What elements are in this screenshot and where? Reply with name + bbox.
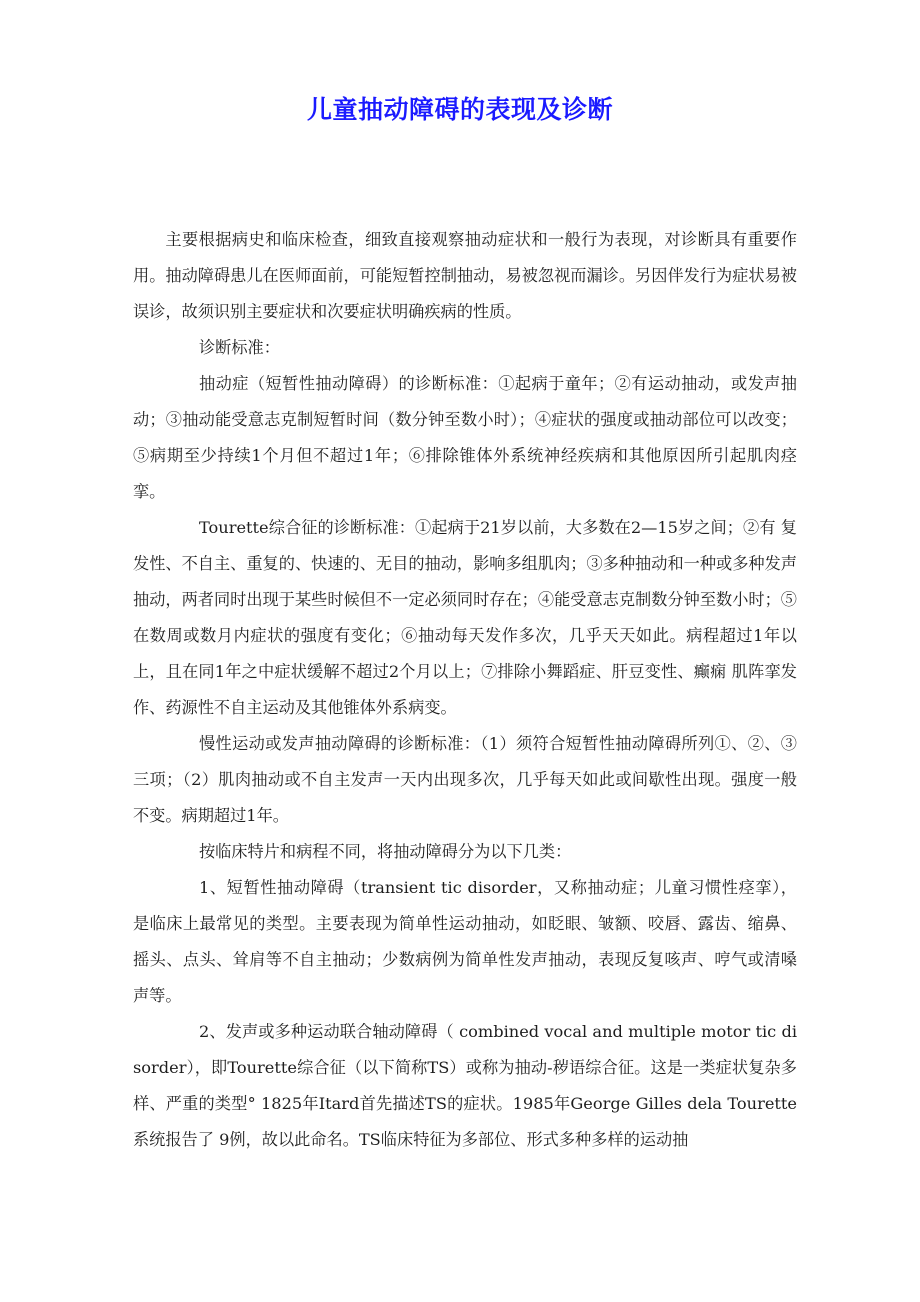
paragraph-classification-intro: 按临床特片和病程不同，将抽动障碍分为以下几类： — [199, 842, 572, 861]
paragraph-type-2: 2、发声或多种运动联合轴动障碍（ combined vocal and multiple motor tic disorder），即Tourette综合征（以下简称TS）或称为抽动-秽语综合征。这是一类症状复杂多样、严重的类型° 1825年Itard首先描述TS的症状。1985年George Gilles dela Tourette 系统报告了 9例，故以此命名。TS临床特征为多部位、形式多种多样的运动抽 — [133, 1022, 797, 1149]
paragraph-chronic-tic-criteria: 慢性运动或发声抽动障碍的诊断标准：（1）须符合短暂性抽动障碍所列①、②、③ 三项；（2）肌肉抽动或不自主发声一天内出现多次，几乎每天如此或间歇性出现。强度一般 不变。病期超过1年。 — [133, 734, 797, 825]
document-body — [133, 222, 797, 1158]
paragraph-intro: 主要根据病史和临床检查，细致直接观察抽动症状和一般行为表现，对诊断具有重要作用。抽动障碍患儿在医师面前，可能短暂控制抽动，易被忽视而漏诊。另因伴发行为症状易被误诊，故须识别主要症状和次要症状明确疾病的性质。 — [133, 230, 797, 321]
paragraph-tourette-criteria: Tourette综合征的诊断标准：①起病于21岁以前，大多数在2—15岁之间；②有 复发性、不自主、重复的、快速的、无目的抽动，影响多组肌肉；③多种抽动和一种或多种发声抽动，两者同时出现于某些时候但不一定必须同时存在；④能受意志克制数分钟至数小时；⑤在数周或数月内症状的强度有变化；⑥抽动每天发作多次，几乎天天如此。病程超过1年以上，且在同1年之中症状缓解不超过2个月以上；⑦排除小舞蹈症、肝豆变性、癫痫 肌阵挛发作、药源性不自主运动及其他锥体外系病变。 — [133, 518, 797, 717]
paragraph-criteria-heading: 诊断标准： — [199, 338, 280, 357]
paragraph-transient-tic-criteria: 抽动症（短暂性抽动障碍）的诊断标准：①起病于童年；②有运动抽动，或发声抽动；③抽动能受意志克制短暂时间（数分钟至数小时）；④症状的强度或抽动部位可以改变； ⑤病期至少持续1个月但不超过1年；⑥排除锥体外系统神经疾病和其他原因所引起肌肉痉 挛。 — [133, 374, 797, 501]
paragraph-type-1: 1、短暂性抽动障碍（transient tic disorder，又称抽动症；儿童习惯性痉挛）， 是临床上最常见的类型。主要表现为简单性运动抽动，如眨眼、皱额、咬唇、露齿、缩鼻、 摇头、点头、耸肩等不自主抽动；少数病例为简单性发声抽动，表现反复咳声、哼气或清嗓 声等。 — [133, 878, 797, 1005]
document-title: 儿童抽动障碍的表现及诊断 — [306, 95, 613, 124]
